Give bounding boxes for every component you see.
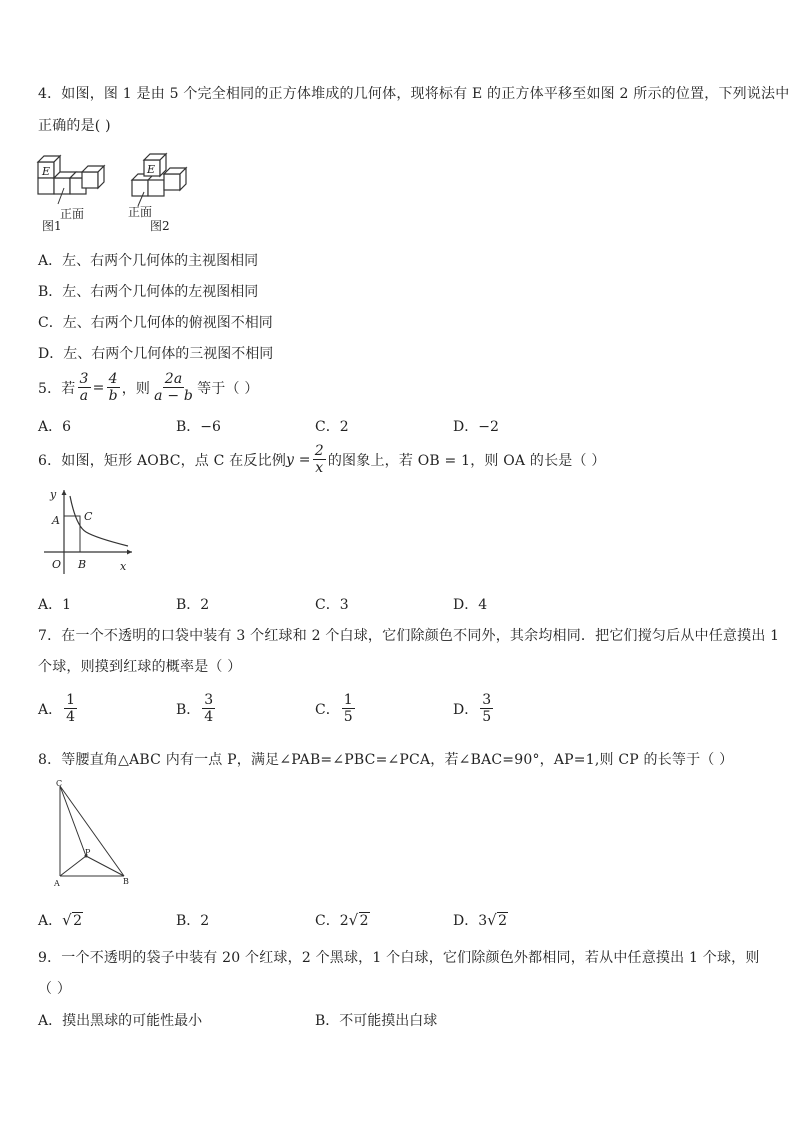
q8-label-A: A [54, 879, 60, 888]
q8-option-c: C．2 √ 2 [315, 911, 369, 929]
q4-figure [34, 146, 194, 234]
q6-frac: $\frac{2}{x}$ [314, 443, 324, 476]
q8-label-B: B [123, 877, 129, 886]
q7-text-line2: 个球，则摸到红球的概率是（ ） [38, 659, 242, 675]
q6-option-a: A．1 [38, 597, 72, 613]
q4-fig1-E-letter: E [42, 165, 51, 178]
q7-option-c: C． $\frac{1}{5}$ [315, 692, 353, 725]
q8-option-b: B．2 [176, 913, 210, 929]
q5-suffix: 等于（ ） [197, 380, 259, 397]
q4-fig2-front-label: 正面 [128, 205, 153, 219]
q7-option-b: B． $\frac{3}{4}$ [176, 692, 214, 725]
q8-option-a-sqrt: √ 2 [62, 911, 83, 929]
q7-option-a: A． $\frac{1}{4}$ [38, 692, 76, 725]
q5-eq: = [92, 379, 105, 396]
q8-triangle-figure [50, 778, 136, 890]
q8-seg-BP [86, 856, 124, 876]
q6-suffix: 的图象上，若 OB = 1，则 OA 的长是（ ） [327, 452, 606, 469]
q5-option-b: B．−6 [176, 419, 221, 435]
q8-side-CB [60, 786, 124, 876]
q6-label-B: B [78, 558, 87, 571]
q4-option-c: C．左、右两个几何体的俯视图不相同 [38, 315, 273, 331]
q5-frac2: $\frac{4}{b}$ [108, 371, 118, 404]
q7-option-d-frac: $\frac{3}{5}$ [482, 692, 492, 725]
q6-graph [36, 486, 136, 576]
q7-text-line1: 7．在一个不透明的口袋中装有 3 个红球和 2 个白球，它们除颜色不同外，其余均相同．把它们搅匀后从中任意摸出 1 [38, 628, 780, 644]
q6-hyperbola [70, 496, 128, 546]
q4-fig2-cube-left [132, 180, 148, 196]
q4-option-a: A．左、右两个几何体的主视图相同 [38, 253, 259, 269]
q6-option-d: D．4 [453, 597, 488, 613]
q8-option-a: A． √ 2 [38, 911, 83, 929]
q4-text-line2: 正确的是( ) [38, 118, 111, 134]
q7-option-d: D． $\frac{3}{5}$ [453, 692, 492, 725]
q4-option-b: B．左、右两个几何体的左视图相同 [38, 284, 259, 300]
q4-fig1-label: 图1 [42, 219, 62, 233]
q8-label-C: C [56, 779, 63, 788]
q7-option-b-frac: $\frac{3}{4}$ [204, 692, 214, 725]
q6-label-O: O [52, 558, 62, 571]
q6-option-b: B．2 [176, 597, 210, 613]
q5-option-a: A．6 [38, 419, 72, 435]
q5-prefix: 5．若 [38, 380, 76, 397]
q5-frac1: $\frac{3}{a}$ [79, 371, 89, 404]
q6-y-arrow [62, 490, 67, 495]
q8-option-c-sqrt: √ 2 [348, 911, 369, 929]
q4-fig1-cube-bottom-left [38, 178, 54, 194]
q9-option-a: A．摸出黑球的可能性最小 [38, 1013, 203, 1029]
q4-fig2-cube-mid [148, 180, 164, 196]
q6-label-x: x [120, 560, 127, 573]
q4-fig1-front-label: 正面 [60, 207, 85, 221]
q9-text-line1: 9．一个不透明的袋子中装有 20 个红球，2 个黑球，1 个白球，它们除颜色外都相同，若从中任意摸出 1 个球，则 [38, 950, 760, 966]
q4-fig2-cube-right [164, 174, 180, 190]
q5-text [38, 371, 259, 404]
q4-fig1-cube-bottom-mid [54, 178, 70, 194]
q9-option-b: B．不可能摸出白球 [315, 1013, 438, 1029]
q6-text [38, 443, 606, 476]
q7-option-c-frac: $\frac{1}{5}$ [343, 692, 353, 725]
q6-label-C: C [84, 510, 93, 523]
q9-text-line2: （ ） [38, 981, 72, 997]
q6-prefix: 6．如图，矩形 AOBC，点 C 在反比例 [38, 452, 287, 469]
q6-label-A: A [52, 514, 60, 527]
q5-option-d: D．−2 [453, 419, 499, 435]
q7-option-a-frac: $\frac{1}{4}$ [66, 692, 76, 725]
q8-label-P: P [85, 848, 91, 857]
q8-text-line1: 8．等腰直角△ABC 内有一点 P，满足∠PAB=∠PBC=∠PCA，若∠BAC=90°，AP=1,则 CP 的长等于（ ） [38, 752, 734, 768]
q4-fig2-E-letter: E [147, 163, 156, 176]
q4-fig2-label: 图2 [150, 219, 170, 233]
q4-option-d: D．左、右两个几何体的三视图不相同 [38, 346, 274, 362]
q8-seg-AP [60, 856, 86, 876]
q8-seg-CP [60, 786, 86, 856]
q5-frac3: $\frac{2a}{a - b}$ [154, 371, 194, 404]
q4-fig1-cube-back [82, 172, 98, 188]
q4-text-line1: 4．如图，图 1 是由 5 个完全相同的正方体堆成的几何体，现将标有 E 的正方体平移至如图 2 所示的位置，下列说法中 [38, 86, 790, 102]
q6-option-c: C．3 [315, 597, 349, 613]
q6-x-arrow [127, 550, 132, 555]
q5-mid: ，则 [121, 380, 151, 397]
q8-option-d-sqrt: √ 2 [487, 911, 508, 929]
q6-func: y = [286, 451, 311, 468]
q6-label-y: y [50, 488, 57, 501]
q5-option-c: C．2 [315, 419, 349, 435]
q8-option-d: D．3 √ 2 [453, 911, 508, 929]
